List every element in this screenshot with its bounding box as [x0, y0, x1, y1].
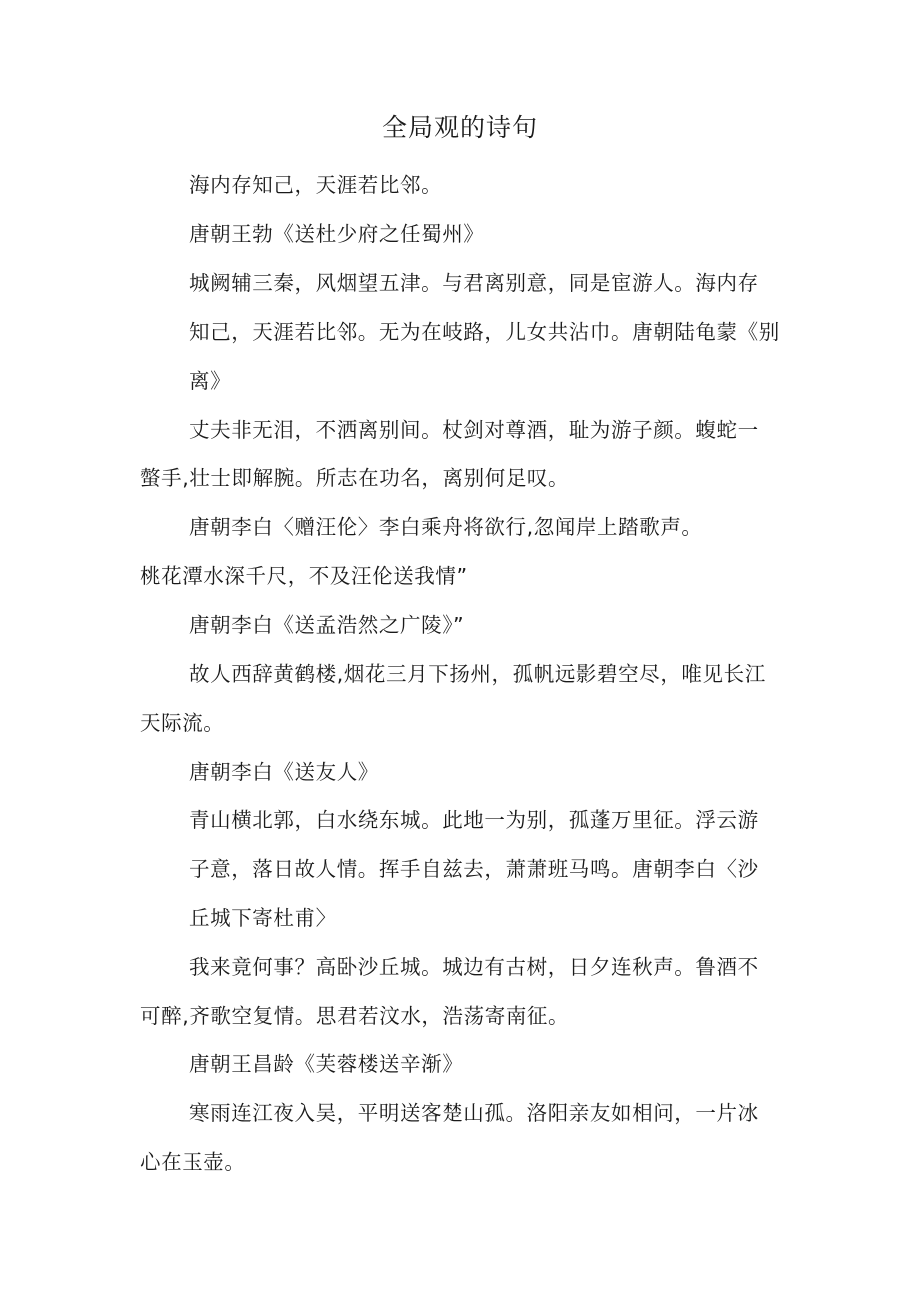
text-line: 城阙辅三秦，风烟望五津。与君离别意，同是宦游人。海内存 [189, 271, 759, 295]
text-line: 桃花潭水深千尺，不及汪伦送我情” [140, 564, 468, 588]
text-line: 海内存知己，天涯若比邻。 [189, 173, 443, 197]
text-line: 唐朝李白〈赠汪伦〉李白乘舟将欲行,忽闻岸上踏歌声。 [189, 515, 703, 539]
text-line: 唐朝李白《送友人》 [189, 760, 379, 784]
text-line: 心在玉壶。 [140, 1150, 246, 1174]
text-line: 子意，落日故人情。挥手自兹去，萧萧班马鸣。唐朝李白〈沙 [189, 857, 759, 881]
text-line: 我来竟何事？高卧沙丘城。城边有古树，日夕连秋声。鲁酒不 [189, 955, 759, 979]
text-line: 青山横北郭，白水绕东城。此地一为别，孤蓬万里征。浮云游 [189, 808, 759, 832]
text-line: 丈夫非无泪，不洒离别间。杖剑对尊酒，耻为游子颜。蝮蛇一 [189, 418, 759, 442]
text-line: 寒雨连江夜入吴，平明送客楚山孤。洛阳亲友如相问，一片冰 [189, 1101, 759, 1125]
text-line: 离》 [189, 369, 232, 393]
text-line: 丘城下寄杜甫〉 [189, 906, 337, 930]
text-line: 唐朝李白《送孟浩然之广陵》” [189, 613, 465, 637]
text-line: 知己，天涯若比邻。无为在岐路，儿女共沾巾。唐朝陆龟蒙《别 [189, 320, 780, 344]
text-line: 螫手,壮士即解腕。所志在功名，离别何足叹。 [140, 466, 570, 490]
text-line: 可醉,齐歌空复情。思君若汶水，浩荡寄南征。 [140, 1004, 570, 1028]
text-line: 故人西辞黄鹤楼,烟花三月下扬州，孤帆远影碧空尽，唯见长江 [189, 662, 766, 686]
document-title: 全局观的诗句 [381, 113, 538, 142]
text-line: 唐朝王昌龄《芙蓉楼送辛渐》 [189, 1052, 464, 1076]
text-line: 天际流。 [140, 711, 225, 735]
text-line: 唐朝王勃《送杜少府之任蜀州》 [189, 222, 485, 246]
